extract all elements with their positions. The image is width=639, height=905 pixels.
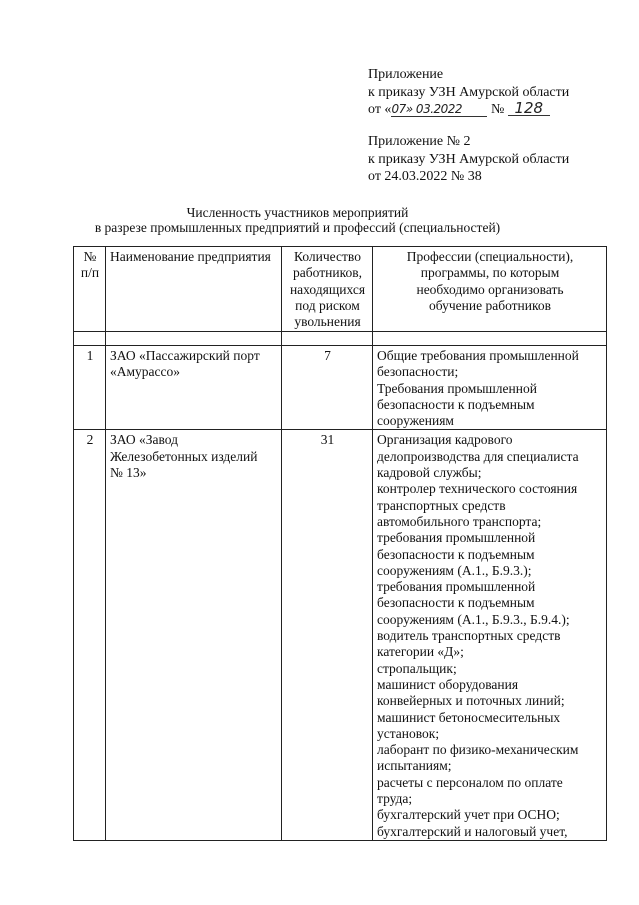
participants-table xyxy=(73,246,607,841)
enterprise-name: ЗАО «Пассажирский порт «Амурассо» xyxy=(106,346,282,430)
document-title-line-1: Численность участников мероприятий xyxy=(186,205,409,220)
appendix-label: Приложение № 2 xyxy=(368,134,471,149)
header-enterprise-name: Наименование предприятия xyxy=(106,247,282,332)
professions-list: Общие требования промышленной безопасности; Требования промышленной безопасности к подъемным сооружениям xyxy=(373,346,607,430)
header-worker-count: Количество работников, находящихся под риском увольнения xyxy=(282,247,373,332)
appendix-2-header xyxy=(368,133,569,186)
row-number: 2 xyxy=(74,430,106,840)
order-date-line xyxy=(368,101,569,119)
attachment-label: Приложение xyxy=(368,67,444,82)
handwritten-date: 07» 03.2022 xyxy=(391,103,487,117)
row-number: 1 xyxy=(74,346,106,430)
order-reference: к приказу УЗН Амурской области xyxy=(368,84,570,100)
professions-list: Организация кадрового делопроизводства для специалиста кадровой службы; контролер технического состояния транспортных средств автомобильного транспорта; требования промышленной безопасности к подъемным сооружениям (А.1., Б.9.3.); требования промышленной безопасности к подъемным сооружениям (А.1., Б.9.3., Б.9.4.); водитель транспортных средств категории «Д»; стропальщик; машинист оборудования конвейерных и поточных линий; машинист бетоносмесительных установок; лаборант по физико-механическим испытаниям; расчеты с персоналом по оплате труда; бухгалтерский учет при ОСНО; бухгалтерский и налоговый учет, xyxy=(373,430,607,840)
table-spacer-row xyxy=(74,332,607,346)
header-number: № п/п xyxy=(74,247,106,332)
appendix-order-reference: к приказу УЗН Амурской области xyxy=(368,151,570,167)
appendix-order-date: от 24.03.2022 № 38 xyxy=(368,169,482,184)
worker-count: 31 xyxy=(282,430,373,840)
header-professions: Профессии (специальности), программы, по которым необходимо организовать обучение работников xyxy=(373,247,607,332)
worker-count: 7 xyxy=(282,346,373,430)
attachment-header xyxy=(368,66,569,119)
table-header-row xyxy=(74,247,607,332)
number-sign: № xyxy=(487,102,508,117)
handwritten-order-number: 128 xyxy=(508,101,550,116)
table-row xyxy=(74,346,607,430)
table-row xyxy=(74,430,607,840)
date-prefix: от « xyxy=(368,102,392,117)
document-title-line-2: в разрезе промышленных предприятий и профессий (специальностей) xyxy=(94,220,501,235)
enterprise-name: ЗАО «Завод Железобетонных изделий № 13» xyxy=(106,430,282,840)
